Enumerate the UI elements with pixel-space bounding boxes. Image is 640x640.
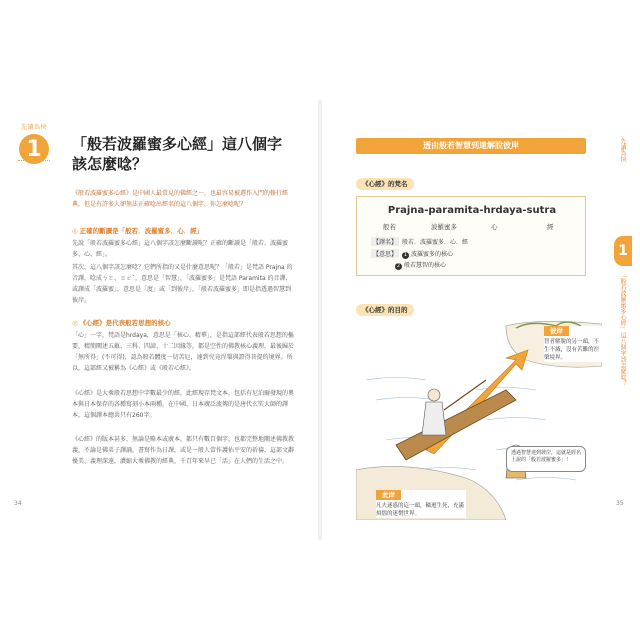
gloss-item: 波羅蜜多 [431, 223, 457, 231]
dotted-divider [18, 160, 50, 161]
subheading-1-text: 正確的斷讀是「般若．波羅蜜多．心．經」 [79, 227, 204, 235]
this-shore-text: 凡夫迷惑的這一頭，輪迴生死，充滿煩惱的迷惘世界。 [376, 503, 465, 517]
left-page [0, 108, 318, 528]
label-sanskrit-name: 《心經》的梵名 [356, 178, 414, 190]
title-line-1: 「般若波羅蜜多心經」這八個字 [72, 135, 283, 153]
number-badge: 2 [396, 263, 401, 269]
number-badge: 1 [403, 252, 408, 258]
other-shore-callout [544, 326, 604, 362]
meaning-row-1 [371, 249, 453, 259]
bullet-icon: ◎ [72, 227, 78, 235]
gloss-item: 般若 [383, 223, 396, 231]
meaning-1: 波羅蜜多的核心 [411, 251, 454, 258]
bullet-icon: ◎ [72, 319, 78, 327]
label-purpose: 《心經》的目的 [356, 304, 414, 316]
side-tab-title: 「般若波羅蜜多心經」這八個字該怎麼唸？ [619, 272, 626, 386]
page-number-right: 35 [616, 500, 624, 507]
meaning-row-2 [395, 260, 446, 270]
person-body [422, 402, 446, 435]
right-page [322, 108, 640, 528]
title-line-2: 該怎麼唸？ [72, 155, 148, 173]
meaning-2: 般若慧智的核心 [404, 262, 447, 269]
subheading-1 [72, 226, 292, 235]
paragraph-5: 《心經》的版本甚多，無論是略本或廣本，都只有數百個字，也都完整地闡述佛教教義，不論是佛弟子譯誦，書寫作為日課，或是一般人當作護佑平安的祈禱，這部文辭優美、義理深遠，濃縮大乘佛教的經典，千百年來早已「活」在人們的生活之中。 [72, 436, 295, 465]
subheading-2 [72, 318, 292, 327]
gloss-item: 經 [547, 223, 554, 231]
section-banner: 透由般若智慧到達解脫彼岸 [356, 138, 586, 154]
paragraph-4: 《心經》是大乘般若思想中字數最少的經，此經現存梵文本，包括有尼泊爾發現的奧本與日本保存的各種寫刻小本兩種，在中國、日本廣泛流傳的是唐代玄奘大師的譯本，這個譯本總共只有260字。 [72, 390, 295, 419]
page-number-left: 34 [14, 500, 22, 507]
meaning-key: 【意思】 [373, 251, 398, 258]
sanskrit-name-box [356, 196, 586, 276]
paragraph-3: 「心」一字，梵語是hrdaya，意思是「核心、精華」，是指這部經代表般若思想的樞要，精簡闡述五蘊、三科、四諦、十二因緣等，都是空性的佛教核心義理，最後歸於「無所得」(不可得)，認為般若體度一切苦厄，達到究竟涅槃與證得菩提的境界。所以，這部經又被稱為《心經》或《般若心經》。 [72, 332, 295, 372]
gloss-item: 心 [491, 223, 498, 231]
side-tab-number: 1 [614, 236, 632, 266]
intro-paragraph: 《般若波羅蜜多心經》是中國人最常見的佛經之一，也最容易被選作入門的修行經典，但是有許多人卻無法正確唸出經名的這八個字，你怎麼唸呢？ [72, 190, 289, 208]
translit-key: 【譯名】 [373, 239, 398, 246]
this-shore-callout [376, 490, 466, 518]
person-head [428, 389, 440, 401]
section-label: 先讀為快 [20, 124, 47, 131]
translit-value: 般若．波羅蜜多．心．經 [402, 239, 469, 246]
speech-bubble: 透過智慧達到彼岸，這就是經名上說的「般若波羅蜜多」！ [506, 446, 586, 472]
this-shore-title: 此岸 [376, 490, 401, 500]
side-tab [614, 108, 632, 528]
section-tag [14, 122, 54, 164]
paragraph-1: 先說「般若波羅蜜多心經」這八個字該怎麼斷讀呢？正確的斷讀是「般若、波羅蜜多、心、經」。 [72, 240, 289, 258]
section-number-badge: 1 [19, 134, 49, 164]
paragraph-2: 其次，這八個字該怎麼唸？它們所指的又是什麼意思呢？「般若」是梵語 Prajna 的音譯，唸成ㄅㄛ、ㄖㄜˇ，意思是「智慧」，「波羅蜜多」是梵語 Paramita 的音譯，或譯成「波羅蜜」，意思是「度」或「到彼岸」，「般若波羅蜜多」即是指透過智慧到彼岸。 [72, 264, 293, 304]
other-shore-title: 彼岸 [544, 326, 569, 336]
side-tab-label: 先讀為快 [619, 138, 626, 162]
translit-row [371, 237, 468, 246]
sanskrit-title: Prajna-paramita-hrdaya-sutra [387, 205, 557, 216]
other-shore-text: 智者解脫的另一頭，不生不滅，沒有苦難的湼槃境界。 [544, 339, 600, 361]
subheading-2-text: 《心經》是代表般若思想的核心 [79, 319, 171, 327]
page-title [72, 134, 302, 174]
